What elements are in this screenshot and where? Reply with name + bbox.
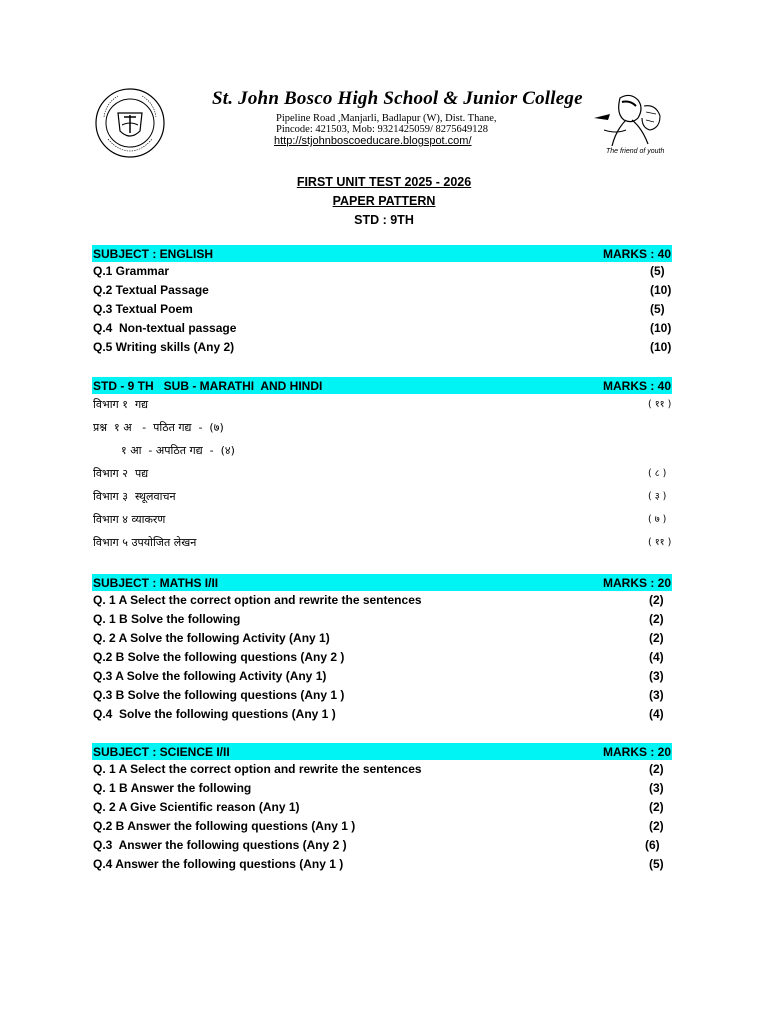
question-marks: ( ११ ) xyxy=(648,399,672,410)
school-name: St. John Bosco High School & Junior College xyxy=(212,88,583,109)
question-row xyxy=(92,856,674,874)
question-marks: (5) xyxy=(650,264,665,278)
subject-label: SUBJECT : SCIENCE I/II xyxy=(93,745,230,759)
question-text: विभाग २ पद्य xyxy=(93,467,149,480)
question-row xyxy=(92,419,674,437)
maths-section-header xyxy=(92,574,672,591)
question-text: Q. 2 A Solve the following Activity (Any 1) xyxy=(93,631,330,645)
question-marks: (3) xyxy=(649,688,664,702)
question-row xyxy=(92,818,674,836)
question-row xyxy=(92,488,674,506)
question-row xyxy=(92,837,674,855)
question-marks: ( ८ ) xyxy=(648,468,667,479)
question-text: Q.3 A Solve the following Activity (Any 1) xyxy=(93,669,327,683)
question-marks: (3) xyxy=(649,669,664,683)
subject-label: SUBJECT : ENGLISH xyxy=(93,247,214,261)
question-text: Q.2 Textual Passage xyxy=(93,283,209,297)
question-row xyxy=(92,301,674,319)
science-section-header xyxy=(92,743,672,760)
question-text: विभाग ३ स्थूलवाचन xyxy=(93,490,176,503)
question-marks: (10) xyxy=(650,340,672,354)
question-row xyxy=(92,592,674,610)
question-text: Q.4 Answer the following questions (Any 1 ) xyxy=(93,857,344,871)
question-row xyxy=(92,282,674,300)
school-crest-logo xyxy=(94,87,166,159)
paper-pattern-title: PAPER PATTERN xyxy=(332,194,436,208)
question-row xyxy=(92,668,674,686)
question-text: विभाग ४ व्याकरण xyxy=(93,513,166,526)
question-row xyxy=(92,611,674,629)
marathi-hindi-section-header xyxy=(92,377,672,394)
question-text: Q.2 B Answer the following questions (Any 1 ) xyxy=(93,819,356,833)
school-address-line2: Pincode: 421503, Mob: 9321425059/ 8275649128 xyxy=(276,124,489,135)
question-text: Q. 1 A Select the correct option and rewrite the sentences xyxy=(93,762,422,776)
subject-label: SUBJECT : MATHS I/II xyxy=(93,576,219,590)
question-row xyxy=(92,799,674,817)
question-text: Q.4 Non-textual passage xyxy=(93,321,237,335)
marks-label: MARKS : 20 xyxy=(602,745,671,759)
blog-link[interactable]: http://stjohnboscoeducare.blogspot.com/ xyxy=(274,135,472,147)
question-marks: (2) xyxy=(649,631,664,645)
question-marks: (2) xyxy=(649,819,664,833)
question-marks: (3) xyxy=(649,781,664,795)
question-row xyxy=(92,761,674,779)
question-marks: ( ३ ) xyxy=(648,491,667,502)
question-row xyxy=(92,630,674,648)
question-row xyxy=(92,687,674,705)
question-text: Q.2 B Solve the following questions (Any 2 ) xyxy=(93,650,345,664)
question-marks: (10) xyxy=(650,283,672,297)
test-title: FIRST UNIT TEST 2025 - 2026 xyxy=(296,175,472,189)
question-text: Q. 1 A Select the correct option and rewrite the sentences xyxy=(93,593,422,607)
question-text: Q. 2 A Give Scientific reason (Any 1) xyxy=(93,800,300,814)
english-section-header xyxy=(92,245,672,262)
logo-caption: The friend of youth xyxy=(606,148,665,155)
question-marks: (10) xyxy=(650,321,672,335)
marks-label: MARKS : 40 xyxy=(602,247,671,261)
subject-label: STD - 9 TH SUB - MARATHI AND HINDI xyxy=(93,379,323,393)
question-text: विभाग ५ उपयोजित लेखन xyxy=(93,536,197,549)
question-marks: (6) xyxy=(645,838,660,852)
question-text: Q. 1 B Answer the following xyxy=(93,781,252,795)
school-address-line1: Pipeline Road ,Manjarli, Badlapur (W), Dist. Thane, xyxy=(276,113,497,124)
question-text: प्रश्न १ अ - पठित गद्य - (७) xyxy=(93,421,224,434)
question-marks: (2) xyxy=(649,762,664,776)
question-marks: (2) xyxy=(649,593,664,607)
question-text: Q.1 Grammar xyxy=(93,264,170,278)
question-marks: (2) xyxy=(649,800,664,814)
std-title: STD : 9TH xyxy=(354,213,414,227)
question-row xyxy=(92,465,674,483)
question-text: Q. 1 B Solve the following xyxy=(93,612,241,626)
question-row xyxy=(92,534,674,552)
marks-label: MARKS : 40 xyxy=(602,379,671,393)
question-marks: ( ११ ) xyxy=(648,537,672,548)
question-row xyxy=(92,442,674,460)
question-text: विभाग १ गद्य xyxy=(93,398,149,411)
question-row xyxy=(92,649,674,667)
question-text: Q.3 Textual Poem xyxy=(93,302,193,316)
question-row xyxy=(92,396,674,414)
marks-label: MARKS : 20 xyxy=(602,576,671,590)
question-text: Q.4 Solve the following questions (Any 1 ) xyxy=(93,707,336,721)
question-row xyxy=(92,263,674,281)
question-marks: ( ७ ) xyxy=(648,514,667,525)
question-text: Q.3 Answer the following questions (Any 2 ) xyxy=(93,838,347,852)
question-row xyxy=(92,780,674,798)
question-marks: (4) xyxy=(649,707,664,721)
question-row xyxy=(92,339,674,357)
question-marks: (4) xyxy=(649,650,664,664)
question-text: Q.5 Writing skills (Any 2) xyxy=(93,340,235,354)
question-text: Q.3 B Solve the following questions (Any 1 ) xyxy=(93,688,345,702)
question-text: १ आ - अपठित गद्य - (४) xyxy=(93,444,235,457)
question-row xyxy=(92,511,674,529)
question-marks: (5) xyxy=(650,302,665,316)
question-row xyxy=(92,706,674,724)
question-marks: (5) xyxy=(649,857,664,871)
question-marks: (2) xyxy=(649,612,664,626)
question-row xyxy=(92,320,674,338)
